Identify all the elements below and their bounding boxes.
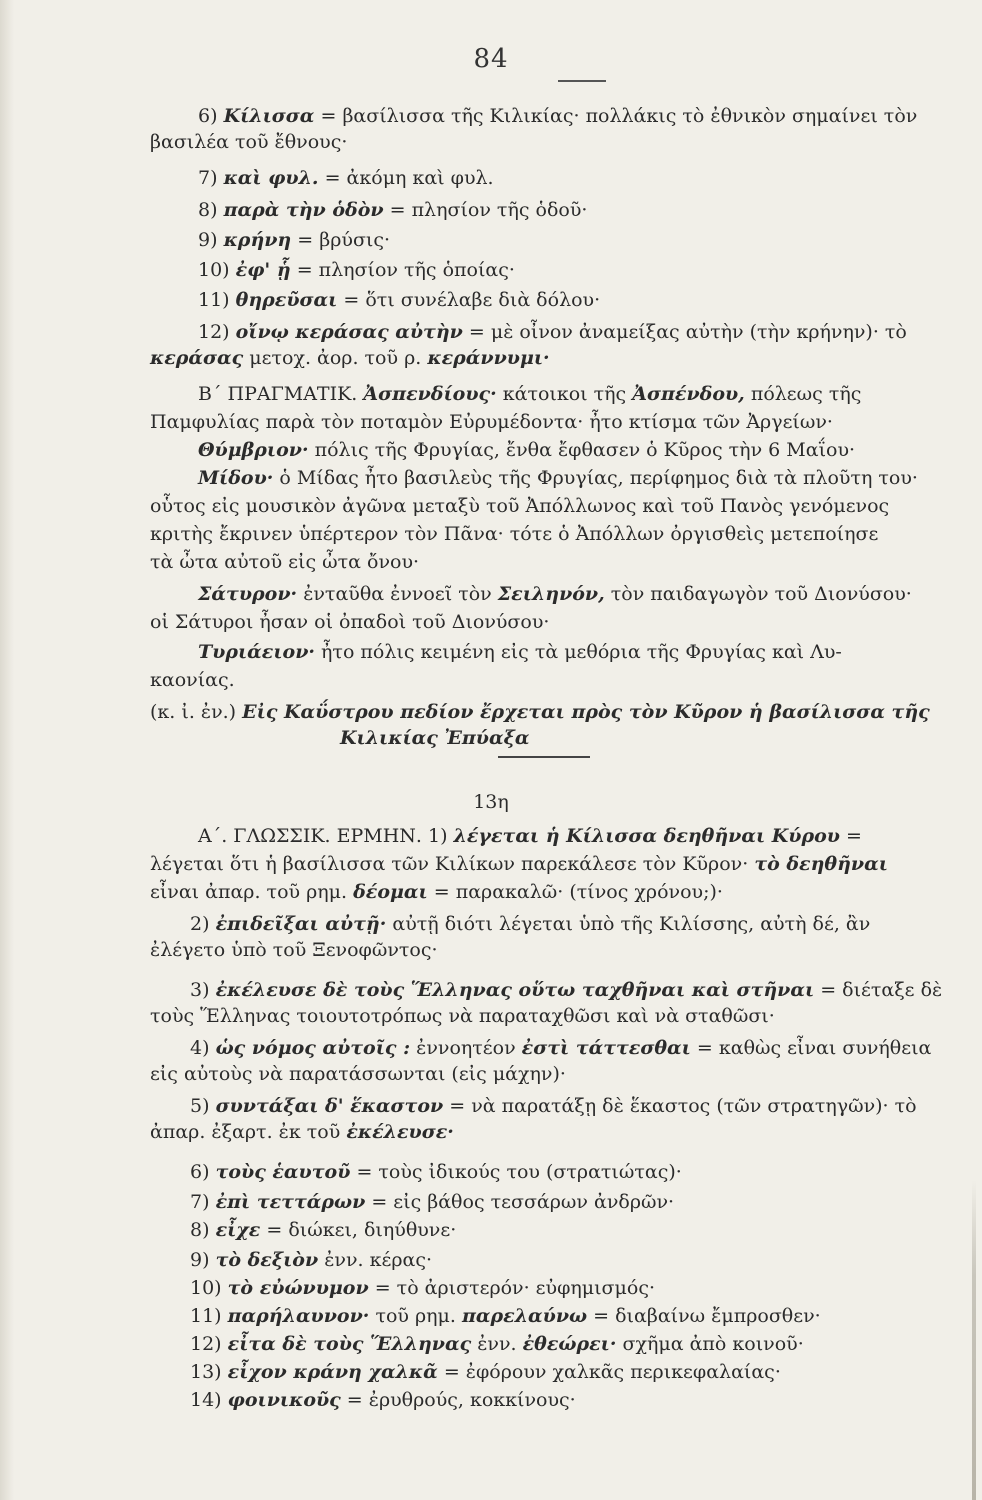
note-line: 13) εἶχον κράνη χαλκᾶ = ἐφόρουν χαλκᾶς περικεφαλαίας·	[190, 1361, 781, 1383]
section-b-first-line: Β΄ ΠΡΑΓΜΑΤΙΚ. Ἀσπενδίους· κάτοικοι τῆς Ἀσπένδου, πόλεως τῆς	[198, 383, 862, 405]
section-divider	[498, 756, 590, 758]
note-line: κριτὴς ἔκρινεν ὑπέρτερον τὸν Πᾶνα· τότε ὁ Ἀπόλλων ὀργισθεὶς μετεποίησε	[150, 523, 879, 545]
summary-line: Κιλικίας Ἐπύαξα	[340, 727, 530, 749]
section-13-first-line: Α΄. ΓΛΩΣΣΙΚ. ΕΡΜΗΝ. 1) λέγεται ἡ Κίλισσα δεηθῆναι Κύρου =	[198, 825, 862, 847]
note-line: Τυριάειον· ἦτο πόλις κειμένη εἰς τὰ μεθόρια τῆς Φρυγίας καὶ Λυ-	[198, 641, 842, 663]
page-number: 84	[473, 44, 509, 74]
note-line: ἀπαρ. ἐξαρτ. ἐκ τοῦ ἐκέλευσε·	[150, 1121, 454, 1143]
note-line: 14) φοινικοῦς = ἐρυθρούς, κοκκίνους·	[190, 1389, 576, 1411]
note-line: τοὺς Ἕλληνας τοιουτοτρόπως νὰ παραταχθῶσι καὶ νὰ σταθῶσι·	[150, 1005, 775, 1027]
note-line: 7) ἐπὶ τεττάρων = εἰς βάθος τεσσάρων ἀνδρῶν·	[190, 1191, 675, 1213]
note-line: οὗτος εἰς μουσικὸν ἀγῶνα μεταξὺ τοῦ Ἀπόλλωνος καὶ τοῦ Πανὸς γενόμενος	[150, 495, 890, 517]
note-line: 12) εἶτα δὲ τοὺς Ἕλληνας ἐνν. ἐθεώρει· σχῆμα ἀπὸ κοινοῦ·	[190, 1333, 804, 1355]
note-line: Θύμβριον· πόλις τῆς Φρυγίας, ἔνθα ἔφθασεν ὁ Κῦρος τὴν 6 Μαΐου·	[198, 439, 856, 461]
binding-edge	[972, 1180, 976, 1500]
note-line: 6) Κίλισσα = βασίλισσα τῆς Κιλικίας· πολλάκις τὸ ἐθνικὸν σημαίνει τὸν	[198, 105, 918, 127]
note-line: 10) τὸ εὐώνυμον = τὸ ἀριστερόν· εὐφημισμός·	[190, 1277, 655, 1299]
page-edge-shadow	[0, 0, 14, 1500]
note-line: εἶναι ἀπαρ. τοῦ ρημ. δέομαι = παρακαλῶ· (τίνος χρόνου;)·	[150, 881, 723, 903]
note-line: 4) ὡς νόμος αὐτοῖς : ἐννοητέον ἐστὶ τάττεσθαι = καθὼς εἶναι συνήθεια	[190, 1037, 932, 1059]
note-line: Παμφυλίας παρὰ τὸν ποταμὸν Εὐρυμέδοντα· ἦτο κτίσμα τῶν Ἀργείων·	[150, 411, 833, 433]
note-line: 12) οἴνῳ κεράσας αὐτὴν = μὲ οἶνον ἀναμείξας αὐτὴν (τὴν κρήνην)· τὸ	[198, 321, 907, 343]
note-line: 2) ἐπιδεῖξαι αὐτῇ· αὐτῇ διότι λέγεται ὑπὸ τῆς Κιλίσσης, αὐτὴ δέ, ἂν	[190, 913, 871, 935]
note-line: Μίδου· ὁ Μίδας ἦτο βασιλεὺς τῆς Φρυγίας, περίφημος διὰ τὰ πλοῦτη του·	[198, 467, 918, 489]
note-line: ἐλέγετο ὑπὸ τοῦ Ξενοφῶντος·	[150, 939, 438, 961]
note-line: 11) παρήλαυνον· τοῦ ρημ. παρελαύνω = διαβαίνω ἔμπροσθεν·	[190, 1305, 821, 1327]
note-line: 8) εἶχε = διώκει, διηύθυνε·	[190, 1219, 457, 1241]
note-line: 9) κρήνη = βρύσις·	[198, 229, 391, 251]
note-line: 11) θηρεῦσαι = ὅτι συνέλαβε διὰ δόλου·	[198, 289, 601, 311]
note-line: 10) ἐφ' ᾗ = πλησίον τῆς ὁποίας·	[198, 259, 515, 281]
note-line: 7) καὶ φυλ. = ἀκόμη καὶ φυλ.	[198, 167, 494, 189]
note-line: οἱ Σάτυροι ἦσαν οἱ ὀπαδοὶ τοῦ Διονύσου·	[150, 611, 550, 633]
section-b-heading: Β΄ ΠΡΑΓΜΑΤΙΚ.	[198, 383, 358, 405]
note-line: 6) τοὺς ἑαυτοῦ = τοὺς ἰδικούς του (στρατιώτας)·	[190, 1161, 682, 1183]
note-line: 5) συντάξαι δ' ἕκαστον = νὰ παρατάξῃ δὲ ἕκαστος (τῶν στρατηγῶν)· τὸ	[190, 1095, 917, 1117]
note-line: τὰ ὦτα αὐτοῦ εἰς ὦτα ὄνου·	[150, 551, 420, 573]
note-line: Σάτυρον· ἐνταῦθα ἐννοεῖ τὸν Σειληνόν, τὸν παιδαγωγὸν τοῦ Διονύσου·	[198, 583, 912, 605]
page-number-rule	[558, 80, 606, 82]
section-13-heading: Α΄. ΓΛΩΣΣΙΚ. ΕΡΜΗΝ.	[198, 825, 422, 847]
note-line: 8) παρὰ τὴν ὁδὸν = πλησίον τῆς ὁδοῦ·	[198, 199, 588, 221]
summary-line: (κ. ἰ. ἐν.) Εἰς Καΰστρου πεδίον ἔρχεται πρὸς τὸν Κῦρον ἡ βασίλισσα τῆς	[150, 701, 930, 723]
note-line: εἰς αὐτοὺς νὰ παρατάσσωνται (εἰς μάχην)·	[150, 1063, 566, 1085]
note-line: 3) ἐκέλευσε δὲ τοὺς Ἕλληνας οὕτω ταχθῆναι καὶ στῆναι = διέταξε δὲ	[190, 979, 943, 1001]
note-line: 9) τὸ δεξιὸν ἐνν. κέρας·	[190, 1249, 432, 1271]
note-line: καονίας.	[150, 669, 235, 691]
section-title: 13η	[473, 791, 509, 813]
note-line: λέγεται ὅτι ἡ βασίλισσα τῶν Κιλίκων παρεκάλεσε τὸν Κῦρον· τὸ δεηθῆναι	[150, 853, 888, 875]
note-line: κεράσας μετοχ. ἀορ. τοῦ ρ. κεράννυμι·	[150, 347, 550, 369]
note-line: βασιλέα τοῦ ἔθνους·	[150, 131, 348, 153]
